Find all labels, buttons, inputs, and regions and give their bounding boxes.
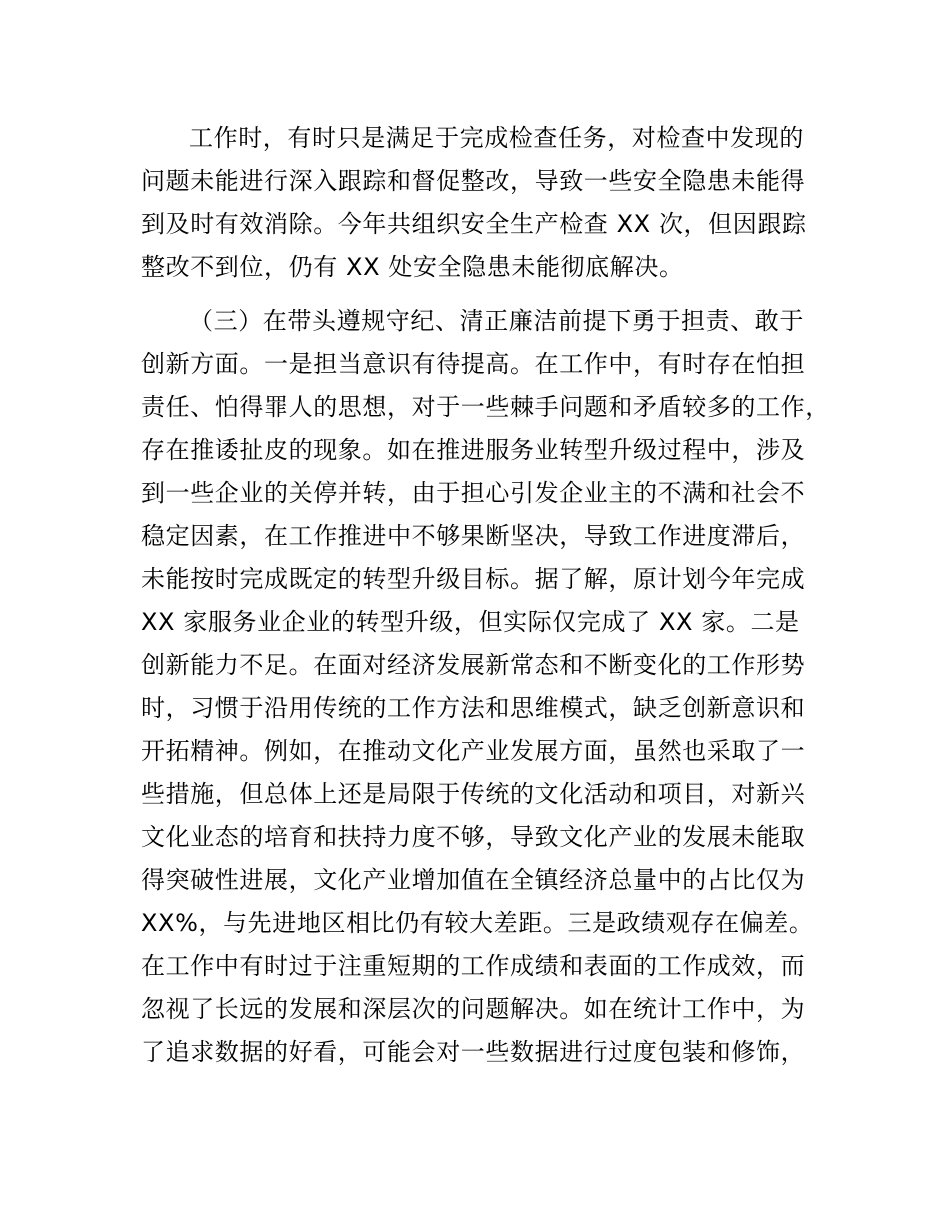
text-line: 问题未能进行深入跟踪和督促整改，导致一些安全隐患未能得: [141, 167, 806, 195]
text-line: XX 家服务业企业的转型升级，但实际仅完成了 XX 家。二是: [141, 608, 800, 636]
text-line: 到一些企业的关停并转，由于担心引发企业主的不满和社会不: [141, 479, 806, 507]
text-line: 创新能力不足。在面对经济发展新常态和不断变化的工作形势: [141, 651, 806, 679]
text-line: 创新方面。一是担当意识有待提高。在工作中，有时存在怕担: [141, 350, 806, 378]
text-line: 些措施，但总体上还是局限于传统的文化活动和项目，对新兴: [141, 780, 806, 808]
text-line: XX%，与先进地区相比仍有较大差距。三是政绩观存在偏差。: [141, 909, 814, 937]
text-line: 整改不到位，仍有 XX 处安全隐患未能彻底解决。: [141, 253, 684, 281]
paragraph-section-three: [141, 300, 841, 1074]
text-line: 文化业态的培育和扶持力度不够，导致文化产业的发展未能取: [141, 823, 806, 851]
text-line: 忽视了长远的发展和深层次的问题解决。如在统计工作中，为: [141, 995, 806, 1023]
text-line: 了追求数据的好看，可能会对一些数据进行过度包装和修饰，: [141, 1038, 806, 1066]
text-line: 稳定因素，在工作推进中不够果断坚决，导致工作进度滞后，: [141, 522, 806, 550]
text-line: 工作时，有时只是满足于完成检查任务，对检查中发现的: [189, 124, 804, 152]
text-line: 存在推诿扯皮的现象。如在推进服务业转型升级过程中，涉及: [141, 436, 806, 464]
text-line: 在工作中有时过于注重短期的工作成绩和表面的工作成效，而: [141, 952, 806, 980]
text-line: 时，习惯于沿用传统的工作方法和思维模式，缺乏创新意识和: [141, 694, 806, 722]
text-line: （三）在带头遵规守纪、清正廉洁前提下勇于担责、敢于: [189, 307, 804, 335]
text-line: 得突破性进展，文化产业增加值在全镇经济总量中的占比仅为: [141, 866, 806, 894]
paragraph-continuation: [141, 117, 841, 289]
text-line: 未能按时完成既定的转型升级目标。据了解，原计划今年完成: [141, 565, 806, 593]
text-line: 责任、怕得罪人的思想，对于一些棘手问题和矛盾较多的工作，: [141, 393, 830, 421]
text-line: 到及时有效消除。今年共组织安全生产检查 XX 次，但因跟踪: [141, 210, 807, 238]
text-line: 开拓精神。例如，在推动文化产业发展方面，虽然也采取了一: [141, 737, 806, 765]
